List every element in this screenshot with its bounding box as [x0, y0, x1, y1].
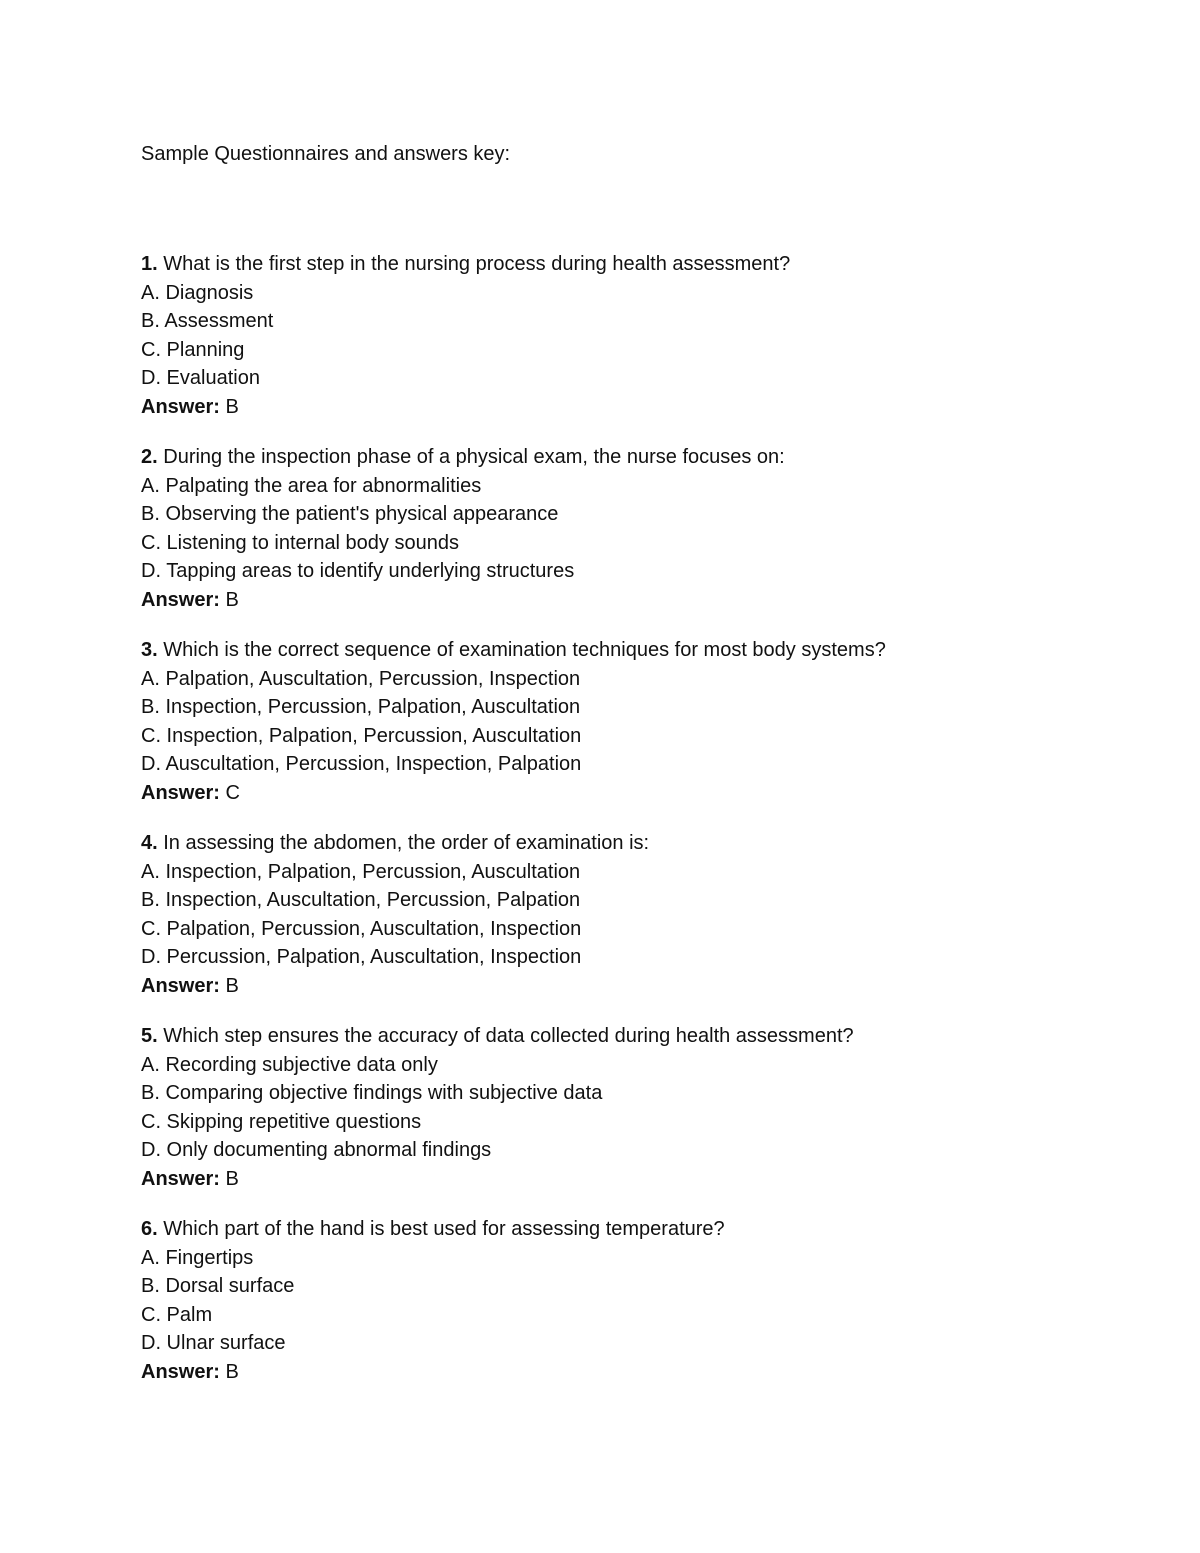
answer-line	[141, 393, 1101, 422]
option-c: C. Planning	[141, 338, 245, 361]
question-text: In assessing the abdomen, the order of examination is:	[163, 832, 650, 854]
answer-line	[141, 1358, 1101, 1387]
document-page	[141, 140, 1101, 1408]
answer-value: B	[225, 1167, 239, 1190]
option-d: D. Percussion, Palpation, Auscultation, Inspection	[141, 946, 582, 968]
option-b: B. Observing the patient's physical appearance	[141, 503, 559, 525]
option-a: A. Diagnosis	[141, 281, 254, 304]
question-number: 2.	[141, 446, 158, 468]
option-d: D. Auscultation, Percussion, Inspection, Palpation	[141, 753, 582, 775]
question-3	[141, 636, 1101, 807]
answer-label: Answer:	[141, 588, 220, 611]
option-c: C. Listening to internal body sounds	[141, 531, 459, 554]
question-2	[141, 443, 1101, 614]
question-number: 1.	[141, 253, 158, 275]
option-b: B. Comparing objective findings with subjective data	[141, 1082, 603, 1104]
answer-line	[141, 972, 1101, 1001]
question-number: 3.	[141, 639, 158, 661]
option-d: D. Tapping areas to identify underlying structures	[141, 560, 575, 582]
question-4	[141, 829, 1101, 1000]
option-b: B. Inspection, Percussion, Palpation, Auscultation	[141, 696, 581, 718]
answer-label: Answer:	[141, 781, 220, 804]
answer-label: Answer:	[141, 1167, 220, 1190]
answer-label: Answer:	[141, 974, 220, 997]
document-title: Sample Questionnaires and answers key:	[141, 143, 511, 165]
question-number: 5.	[141, 1025, 158, 1047]
answer-value: B	[225, 395, 239, 418]
option-a: A. Fingertips	[141, 1246, 254, 1269]
answer-value: B	[225, 1360, 239, 1383]
answer-value: B	[225, 588, 239, 611]
option-a: A. Recording subjective data only	[141, 1053, 438, 1076]
answer-line	[141, 779, 1101, 808]
question-list	[141, 250, 1101, 1386]
option-c: C. Palpation, Percussion, Auscultation, Inspection	[141, 917, 582, 940]
question-stem	[141, 443, 1101, 472]
answer-value: C	[225, 781, 240, 804]
question-text: During the inspection phase of a physical exam, the nurse focuses on:	[163, 446, 785, 468]
question-1	[141, 250, 1101, 421]
answer-value: B	[225, 974, 239, 997]
option-a: A. Palpation, Auscultation, Percussion, Inspection	[141, 667, 581, 690]
answer-line	[141, 1165, 1101, 1194]
answer-line	[141, 586, 1101, 615]
question-text: What is the first step in the nursing process during health assessment?	[163, 253, 791, 275]
option-a: A. Inspection, Palpation, Percussion, Auscultation	[141, 860, 581, 883]
question-6	[141, 1215, 1101, 1386]
option-b: B. Inspection, Auscultation, Percussion, Palpation	[141, 889, 581, 911]
question-stem	[141, 636, 1101, 665]
question-number: 4.	[141, 832, 158, 854]
option-b: B. Assessment	[141, 310, 274, 332]
question-5	[141, 1022, 1101, 1193]
answer-label: Answer:	[141, 395, 220, 418]
option-c: C. Palm	[141, 1303, 213, 1326]
option-c: C. Skipping repetitive questions	[141, 1110, 422, 1133]
question-stem	[141, 1022, 1101, 1051]
question-number: 6.	[141, 1218, 158, 1240]
question-stem	[141, 250, 1101, 279]
question-text: Which is the correct sequence of examination techniques for most body systems?	[163, 639, 886, 661]
option-b: B. Dorsal surface	[141, 1275, 295, 1297]
option-a: A. Palpating the area for abnormalities	[141, 474, 482, 497]
question-text: Which part of the hand is best used for assessing temperature?	[163, 1218, 725, 1240]
option-d: D. Evaluation	[141, 367, 260, 389]
answer-label: Answer:	[141, 1360, 220, 1383]
question-stem	[141, 829, 1101, 858]
question-text: Which step ensures the accuracy of data collected during health assessment?	[163, 1025, 854, 1047]
question-stem	[141, 1215, 1101, 1244]
option-c: C. Inspection, Palpation, Percussion, Auscultation	[141, 724, 582, 747]
option-d: D. Only documenting abnormal findings	[141, 1139, 492, 1161]
option-d: D. Ulnar surface	[141, 1332, 286, 1354]
